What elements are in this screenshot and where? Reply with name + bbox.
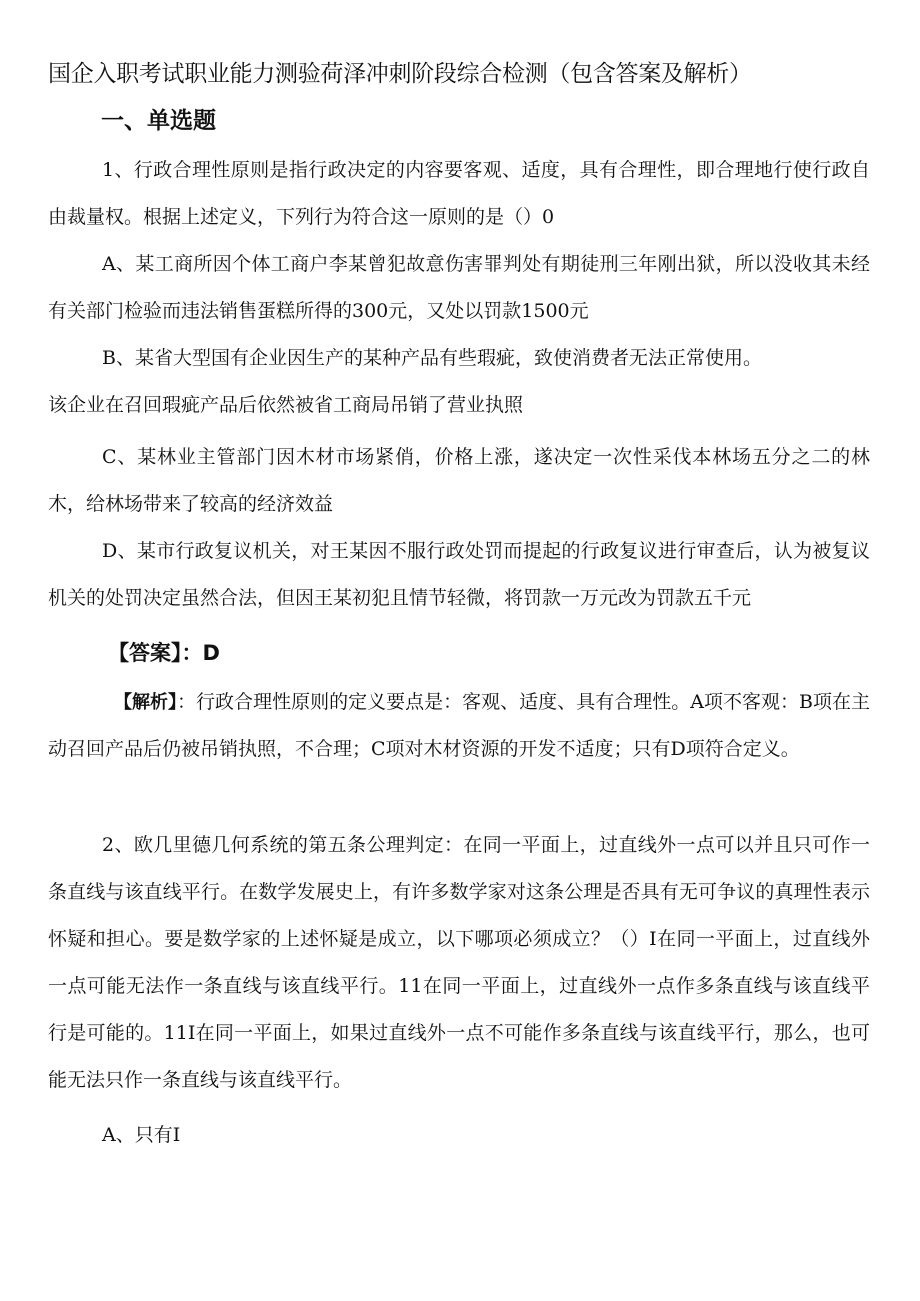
question-1-option-a: A、某工商所因个体工商户李某曾犯故意伤害罪判处有期徒刑三年刚出狱，所以没收其未经有关部门检验而违法销售蛋糕所得的300元，又处以罚款1500元 [48,253,870,322]
question-1-option-b-line2: 该企业在召回瑕疵产品后依然被省工商局吊销了营业执照 [48,394,524,416]
question-1-analysis [48,679,870,773]
question-1-option-c: C、某林业主管部门因木材市场紧俏，价格上涨，遂决定一次性采伐本林场五分之二的林木，给林场带来了较高的经济效益 [48,446,870,515]
analysis-label: 【解析】 [114,692,178,713]
question-1-option-b-line1: B、某省大型国有企业因生产的某种产品有些瑕疵，致使消费者无法正常使用。 [102,347,762,369]
section-heading: 一、单选题 [101,108,216,134]
document-title: 国企入职考试职业能力测验荷泽冲刺阶段综合检测（包含答案及解析） [48,61,752,87]
question-1-stem: 1、行政合理性原则是指行政决定的内容要客观、适度，具有合理性，即合理地行使行政自由裁量权。根据上述定义，下列行为符合这一原则的是（）0 [48,159,870,228]
question-2-stem: 2、欧几里德几何系统的第五条公理判定：在同一平面上，过直线外一点可以并且只可作一条直线与该直线平行。在数学发展史上，有许多数学家对这条公理是否具有无可争议的真理性表示怀疑和担心。要是数学家的上述怀疑是成立，以下哪项必须成立？（）I在同一平面上，过直线外一点可能无法作一条直线与该直线平行。11在同一平面上，过直线外一点作多条直线与该直线平行是可能的。11I在同一平面上，如果过直线外一点不可能作多条直线与该直线平行，那么，也可能无法只作一条直线与该直线平行。 [48,834,870,1091]
analysis-text: ：行政合理性原则的定义要点是：客观、适度、具有合理性。A项不客观：B项在主动召回产品后仍被吊销执照，不合理；C项对木材资源的开发不适度；只有D项符合定义。 [48,691,870,760]
question-1-option-d: D、某市行政复议机关，对王某因不服行政处罚而提起的行政复议进行审查后，认为被复议机关的处罚决定虽然合法，但因王某初犯且情节轻微，将罚款一万元改为罚款五千元 [48,540,870,609]
question-1-answer: 【答案】：D [108,641,220,665]
question-2-option-a: A、只有I [102,1124,181,1146]
